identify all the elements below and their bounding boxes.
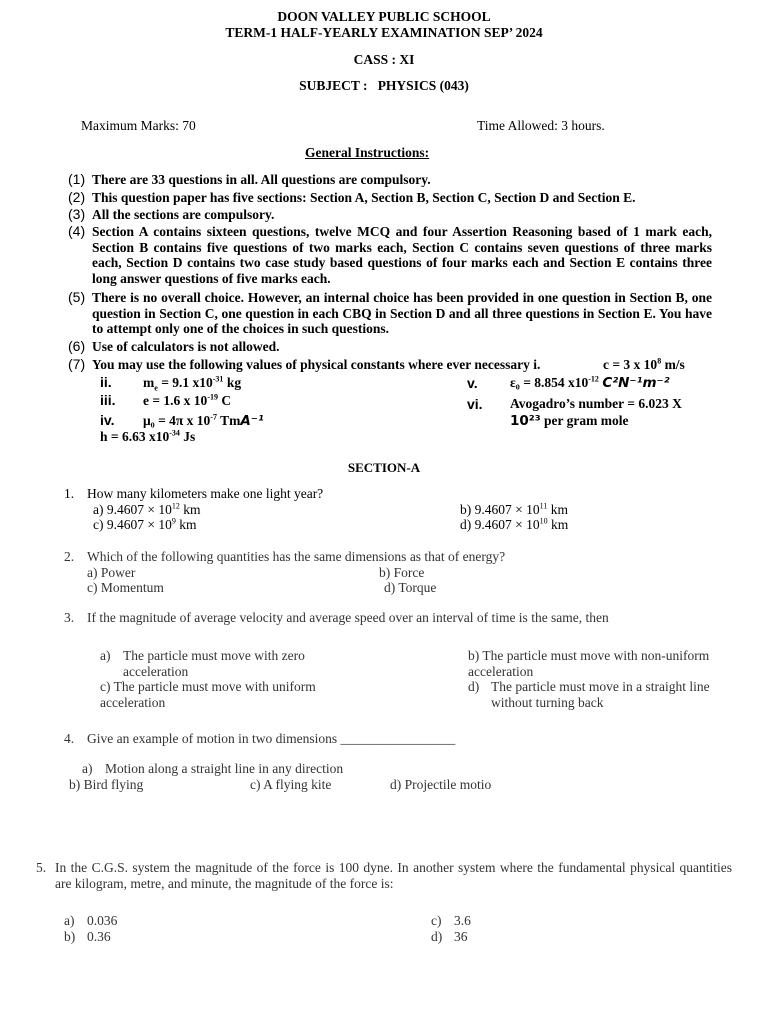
constant-e: e = 1.6 x $10^{-19}$ C [143,392,232,408]
question-5-option-a-label: a) [64,913,75,928]
constant-mu: μ₀ = 4π x $10^{-7}$ TmA⁻¹ [143,412,264,429]
instruction-item [68,224,712,290]
instruction-text: There is no overall choice. However, an internal choice has been provided in one question in Section B, one question in Section C, one question in each CBQ in Section D and all three questions in Section E. You have to attempt only one of the choices in such questions. [92,290,712,336]
instruction-num: (3) [68,206,86,222]
instruction-num: (7) [68,356,86,372]
constant-label-ii: ii. [100,374,112,390]
question-5-option-a: 0.036 [87,913,118,928]
instruction-item [68,172,712,190]
question-3-option-c: c) The particle must move with uniform acceleration [100,679,316,710]
question-4-option-a: Motion along a straight line in any direction [105,761,344,776]
question-5-option-d-label: d) [431,929,443,944]
instruction-text: This question paper has five sections: Section A, Section B, Section C, Section D and Section E. [92,190,636,205]
exam-title: TERM-1 HALF-YEARLY EXAMINATION SEP’ 2024 [225,25,543,40]
question-2-option-a: a) Power [87,565,136,580]
question-3-option-d: The particle must move in a straight line without turning back [491,679,710,710]
instructions-list [68,172,712,374]
instruction-text: Use of calculators is not allowed. [92,339,280,354]
instructions-title: General Instructions: [305,145,430,160]
question-5-option-b: 0.36 [87,929,111,944]
constant-label-v: v. [467,375,478,391]
question-2-option-c: c) Momentum [87,580,164,595]
instruction-num: (6) [68,338,86,354]
instruction-text: You may use the following values of physical constants where ever necessary i. [92,357,541,372]
question-5-option-d: 36 [454,929,468,944]
constant-c: c = 3 x $10^8$ m/s [603,356,685,372]
question-3-option-d-label: d) [468,679,480,694]
instruction-item [68,290,712,339]
subject-label: SUBJECT : [299,78,368,93]
instruction-num: (4) [68,223,86,239]
constant-label-vi: vi. [467,396,483,412]
question-2-number: 2. [64,549,75,564]
question-3-option-b: b) The particle must move with non-uniform acceleration [468,648,710,679]
question-1-option-b: b) $9.4607 \times 10^{11}$ km [460,501,568,517]
instruction-num: (5) [68,289,86,305]
question-1-number: 1. [64,486,75,501]
question-4-option-a-label: a) [82,761,93,776]
subject-name: PHYSICS (043) [377,78,469,93]
constant-label-iv: iv. [100,412,115,428]
question-3-number: 3. [64,610,75,625]
question-2-option-b: b) Force [379,565,425,580]
question-4-number: 4. [64,731,75,746]
instruction-text: Section A contains sixteen questions, twelve MCQ and four Assertion Reasoning based of 1 mark each, Section B contains five questions of two marks each, Section C contains seven questions of three marks each, Section D contains two case study based questions of four marks each and Section E contains three long answer questions of five marks each. [92,224,712,286]
class-label: CASS : XI [353,52,415,67]
max-marks: Maximum Marks: 70 [81,118,196,133]
question-4-option-c: c) A flying kite [250,777,332,792]
question-5-option-c: 3.6 [454,913,471,928]
instruction-text: All the sections are compulsory. [92,207,275,222]
question-3-text: If the magnitude of average velocity and average speed over an interval of time is the same, then [87,610,609,625]
constant-avogadro-line1: Avogadro’s number = 6.023 X [510,396,682,411]
question-4-option-b: b) Bird flying [69,777,144,792]
constant-h: h = 6.63 $x10^{-34}$ Js [100,428,196,444]
time-allowed: Time Allowed: 3 hours. [477,118,605,133]
question-3-option-a-label: a) [100,648,111,663]
question-1-option-c: c) $9.4607 \times 10^9$ km [93,516,197,532]
question-1-option-d: d) $9.4607 \times 10^{10}$ km [460,516,569,532]
section-title: SECTION-A [347,460,421,475]
question-2-option-d: d) Torque [384,580,437,595]
instruction-text: There are 33 questions in all. All questions are compulsory. [92,172,431,187]
question-5-number: 5. [36,860,47,875]
constant-eps: ε₀ = 8.854 $x10^{-12}$ C²N⁻¹m⁻² [510,374,670,391]
instruction-item [68,207,712,224]
question-2-text: Which of the following quantities has the same dimensions as that of energy? [87,549,506,564]
instruction-item [68,190,712,207]
question-3-option-a: The particle must move with zero acceleration [123,648,305,679]
question-4-option-d: d) Projectile motio [390,777,492,792]
question-4-text: Give an example of motion in two dimensions _________________ [87,731,456,746]
instruction-num: (1) [68,171,86,187]
instruction-num: (2) [68,189,86,205]
school-name: DOON VALLEY PUBLIC SCHOOL [277,9,491,24]
question-5-text: In the C.G.S. system the magnitude of the force is 100 dyne. In another system where the fundamental physical quantities are kilogram, metre, and minute, the magnitude of the force is: [55,860,732,891]
question-1-option-a: a) $9.4607 \times 10^{12}$ km [93,501,201,517]
instruction-item [68,339,712,357]
question-1-text: How many kilometers make one light year? [87,486,324,501]
constant-me: $m_e = 9.1$ $x10^{-31}$ kg [143,374,242,393]
subject-line [0,78,768,94]
question-5-option-c-label: c) [431,913,442,928]
constant-avogadro-line2: 10²³ per gram mole [510,413,629,429]
question-5-option-b-label: b) [64,929,76,944]
constant-label-iii: iii. [100,392,116,408]
